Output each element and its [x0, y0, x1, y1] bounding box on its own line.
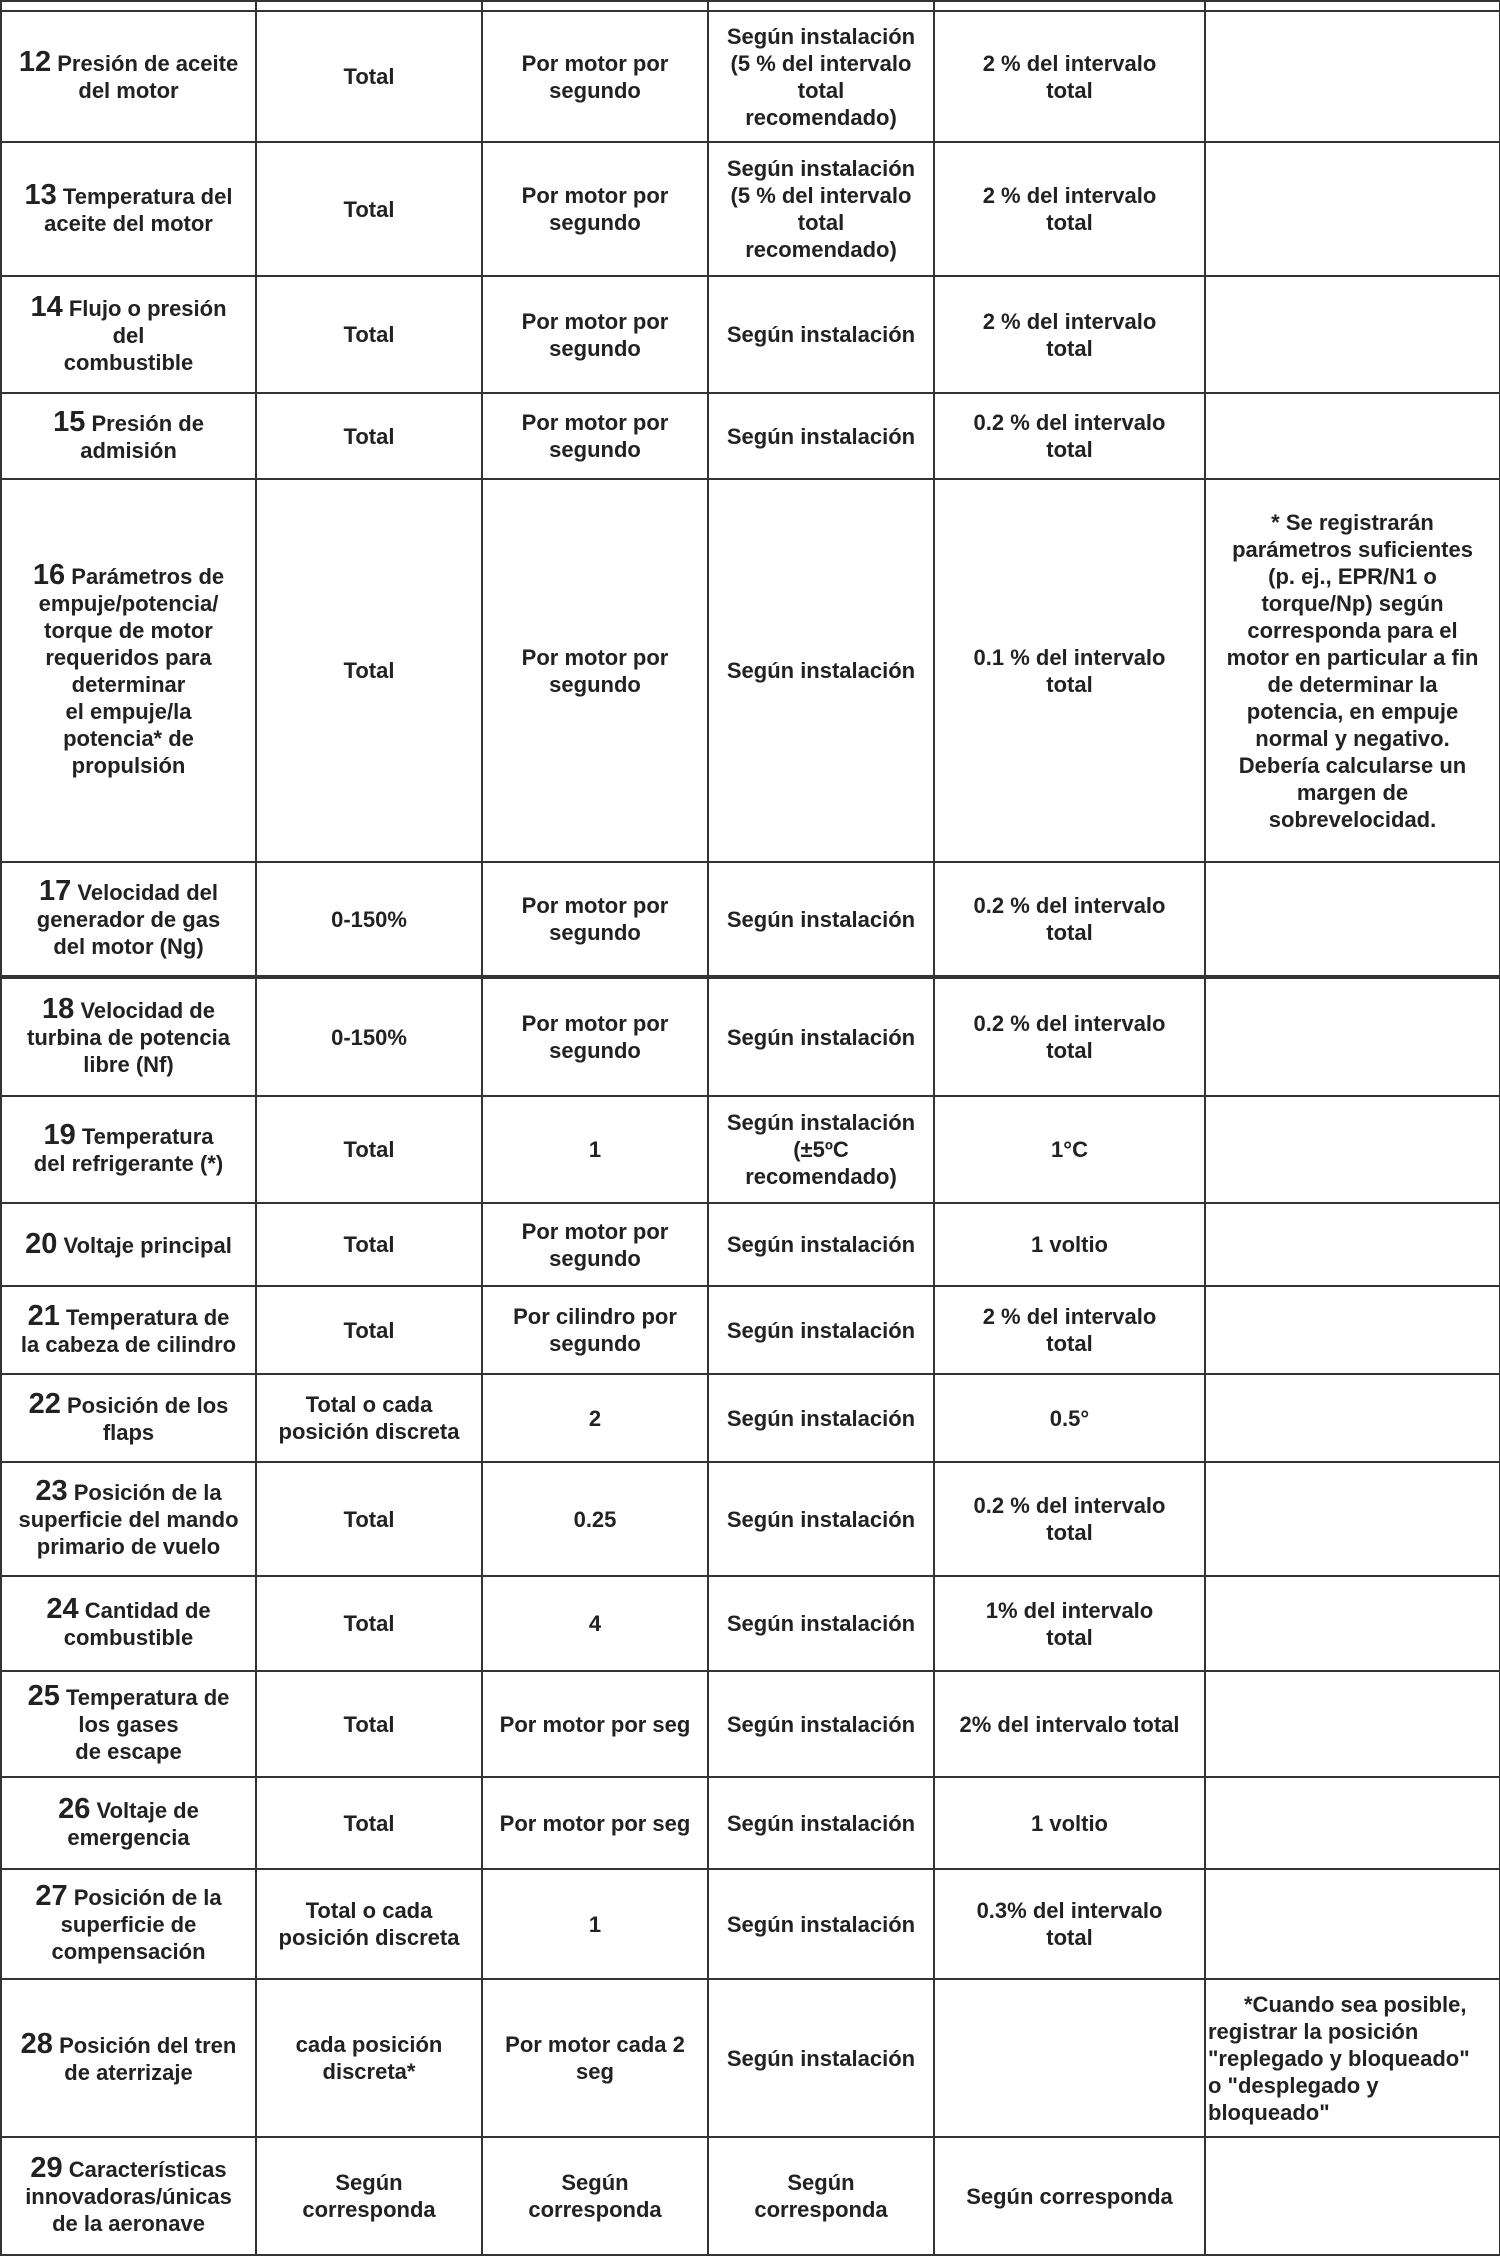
parameter-cell: [1, 2137, 256, 2255]
accuracy-cell: Según instalación: [708, 1203, 934, 1286]
table-row: [1, 1462, 1500, 1576]
table-row: [1, 977, 1500, 1096]
table-row: [1, 1777, 1500, 1869]
parameter-number: 19: [43, 1119, 76, 1151]
interval-cell: 0.25: [482, 1462, 708, 1576]
parameter-number: 26: [58, 1792, 91, 1825]
interval-cell: Según corresponda: [482, 2137, 708, 2255]
range-cell: Total: [256, 479, 482, 862]
accuracy-cell: Según instalación: [708, 1374, 934, 1462]
resolution-cell: 0.3% del intervalo total: [934, 1869, 1205, 1979]
notes-cell: [1205, 1, 1500, 11]
parameter-number: 28: [20, 2027, 53, 2060]
resolution-cell: 2 % del intervalo total: [934, 276, 1205, 393]
parameter-cell: [1, 479, 256, 862]
parameter-name: Características innovadoras/únicas de la aeronave: [25, 2157, 232, 2236]
accuracy-cell: Según instalación: [708, 479, 934, 862]
parameter-cell: [1, 1286, 256, 1374]
resolution-cell: 0.1 % del intervalo total: [934, 479, 1205, 862]
range-cell: Total: [256, 11, 482, 142]
interval-cell: Por motor por segundo: [482, 862, 708, 977]
notes-cell: [1205, 1096, 1500, 1203]
parameter-number: 25: [27, 1680, 60, 1712]
resolution-cell: 1°C: [934, 1096, 1205, 1203]
parameter-name: Posición de la superficie de compensación: [51, 1885, 222, 1964]
range-cell: Total: [256, 1286, 482, 1374]
parameter-number: 12: [18, 46, 52, 78]
table-row: [1, 1869, 1500, 1979]
parameter-cell: [1, 1979, 256, 2137]
interval-cell: Por motor por segundo: [482, 1203, 708, 1286]
parameter-name: Temperatura del refrigerante (*): [33, 1124, 224, 1176]
accuracy-cell: Según instalación: [708, 1671, 934, 1777]
resolution-cell: [934, 1979, 1205, 2137]
parameter-name: Flujo o presión del combustible: [63, 295, 227, 375]
notes-cell: [1205, 1203, 1500, 1286]
range-cell: Total: [256, 393, 482, 479]
parameter-number: 27: [35, 1880, 68, 1912]
parameter-cell: [1, 276, 256, 393]
accuracy-cell: Según instalación: [708, 276, 934, 393]
resolution-cell: [934, 1, 1205, 11]
table-row: [1, 393, 1500, 479]
resolution-cell: Según corresponda: [934, 2137, 1205, 2255]
parameter-name: Temperatura de la cabeza de cilindro: [20, 1304, 237, 1357]
range-cell: Total o cada posición discreta: [256, 1869, 482, 1979]
accuracy-cell: Según corresponda: [708, 2137, 934, 2255]
interval-cell: Por motor por segundo: [482, 977, 708, 1096]
range-cell: Total: [256, 1777, 482, 1869]
parameter-cell: [1, 1671, 256, 1777]
parameter-name: Temperatura del aceite del motor: [44, 183, 233, 236]
notes-cell: [1205, 1576, 1500, 1671]
interval-cell: Por motor por seg: [482, 1671, 708, 1777]
parameter-name: Posición de los flaps: [67, 1392, 229, 1445]
notes-cell: [1205, 1777, 1500, 1869]
interval-cell: Por motor por segundo: [482, 142, 708, 276]
accuracy-cell: Según instalación: [708, 1869, 934, 1979]
parameter-name: Cantidad de combustible: [63, 1598, 211, 1650]
parameter-name: Presión de admisión: [80, 410, 204, 463]
notes-cell: [1205, 1671, 1500, 1777]
parameter-cell: [1, 142, 256, 276]
table-row: [1, 1203, 1500, 1286]
table-row: [1, 1096, 1500, 1203]
parameter-name: Temperatura de los gases de escape: [65, 1685, 230, 1764]
table-row: [1, 1576, 1500, 1671]
parameter-number: 16: [32, 559, 66, 591]
notes-cell: [1205, 1286, 1500, 1374]
note-first-line: *Cuando sea posible,: [1244, 1991, 1467, 2017]
interval-cell: Por cilindro por segundo: [482, 1286, 708, 1374]
range-cell: Total: [256, 1671, 482, 1777]
parameter-number: 15: [53, 405, 86, 438]
range-cell: Total: [256, 142, 482, 276]
notes-cell: * Se registrarán parámetros suficientes (p. ej., EPR/N1 o torque/Np) según corresponda para el motor en particular a fin de determinar la potencia, en empuje normal y negativo. Debería calcularse un margen de sobrevelocidad.: [1205, 479, 1500, 862]
parameter-number: 23: [35, 1475, 68, 1507]
parameter-cell: [1, 1096, 256, 1203]
table-row: [1, 479, 1500, 862]
range-cell: 0-150%: [256, 977, 482, 1096]
notes-cell: [1205, 2137, 1500, 2255]
accuracy-cell: Según instalación (±5ºC recomendado): [708, 1096, 934, 1203]
parameter-number: 24: [46, 1593, 79, 1625]
resolution-cell: 2% del intervalo total: [934, 1671, 1205, 1777]
interval-cell: 1: [482, 1869, 708, 1979]
resolution-cell: 0.2 % del intervalo total: [934, 393, 1205, 479]
accuracy-cell: Según instalación: [708, 1462, 934, 1576]
parameter-number: 21: [27, 1299, 60, 1332]
table-row: [1, 1286, 1500, 1374]
interval-cell: Por motor por segundo: [482, 479, 708, 862]
range-cell: cada posición discreta*: [256, 1979, 482, 2137]
table-row: [1, 1374, 1500, 1462]
accuracy-cell: Según instalación: [708, 1286, 934, 1374]
notes-cell: [1205, 1374, 1500, 1462]
interval-cell: Por motor por segundo: [482, 11, 708, 142]
resolution-cell: 1 voltio: [934, 1777, 1205, 1869]
parameter-cell: [1, 1869, 256, 1979]
interval-cell: [482, 1, 708, 11]
accuracy-cell: [708, 1, 934, 11]
table-row: [1, 862, 1500, 977]
accuracy-cell: Según instalación: [708, 977, 934, 1096]
interval-cell: 2: [482, 1374, 708, 1462]
parameter-number: 20: [25, 1227, 58, 1260]
parameter-number: 14: [30, 290, 63, 323]
range-cell: Total: [256, 276, 482, 393]
notes-cell: [1205, 1869, 1500, 1979]
interval-cell: Por motor cada 2 seg: [482, 1979, 708, 2137]
range-cell: Total: [256, 1576, 482, 1671]
parameter-number: 22: [28, 1387, 61, 1420]
parameter-cell: [1, 393, 256, 479]
range-cell: Según corresponda: [256, 2137, 482, 2255]
interval-cell: Por motor por segundo: [482, 393, 708, 479]
parameter-name: Voltaje de emergencia: [67, 1797, 199, 1850]
interval-cell: 1: [482, 1096, 708, 1203]
notes-cell: [1205, 1462, 1500, 1576]
range-cell: Total: [256, 1096, 482, 1203]
range-cell: Total o cada posición discreta: [256, 1374, 482, 1462]
resolution-cell: 0.2 % del intervalo total: [934, 977, 1205, 1096]
parameter-cell: [1, 1462, 256, 1576]
parameter-name: Posición de la superficie del mando primario de vuelo: [18, 1480, 239, 1559]
parameter-name: Voltaje principal: [63, 1232, 232, 1258]
table-row: [1, 2137, 1500, 2255]
table-row: [1, 1979, 1500, 2137]
note-rest: registrar la posición "replegado y bloqueado" o "desplegado y bloqueado": [1208, 2018, 1470, 2125]
notes-cell: [1205, 11, 1500, 142]
range-cell: Total: [256, 1203, 482, 1286]
resolution-cell: 1% del intervalo total: [934, 1576, 1205, 1671]
accuracy-cell: Según instalación (5 % del intervalo total recomendado): [708, 142, 934, 276]
resolution-cell: 0.2 % del intervalo total: [934, 1462, 1205, 1576]
accuracy-cell: Según instalación: [708, 1979, 934, 2137]
range-cell: 0-150%: [256, 862, 482, 977]
table-row: [1, 276, 1500, 393]
table-row: [1, 142, 1500, 276]
parameter-number: 13: [24, 178, 57, 211]
accuracy-cell: Según instalación: [708, 862, 934, 977]
parameter-name: Presión de aceite del motor: [57, 51, 239, 103]
parameter-cell: [1, 1777, 256, 1869]
parameter-name: Posición del tren de aterrizaje: [59, 2032, 237, 2085]
resolution-cell: 2 % del intervalo total: [934, 142, 1205, 276]
notes-cell: [1205, 1979, 1500, 2137]
interval-cell: Por motor por seg: [482, 1777, 708, 1869]
table-row: [1, 1671, 1500, 1777]
notes-cell: [1205, 393, 1500, 479]
parameter-name: Velocidad del generador de gas del motor (Ng): [36, 880, 221, 959]
parameter-number: 17: [39, 875, 72, 907]
parameter-name: Velocidad de turbina de potencia libre (Nf): [27, 998, 230, 1077]
accuracy-cell: Según instalación: [708, 1576, 934, 1671]
parameter-number: 18: [42, 993, 75, 1025]
parameter-number: 29: [30, 2152, 63, 2184]
resolution-cell: 2 % del intervalo total: [934, 1286, 1205, 1374]
parameter-cell: [1, 1374, 256, 1462]
parameter-cell: [1, 977, 256, 1096]
resolution-cell: 2 % del intervalo total: [934, 11, 1205, 142]
table-row: [1, 11, 1500, 142]
accuracy-cell: Según instalación (5 % del intervalo total recomendado): [708, 11, 934, 142]
parameter-cell: [1, 1203, 256, 1286]
notes-cell: [1205, 862, 1500, 977]
parameter-name: Parámetros de empuje/potencia/ torque de motor requeridos para determinar el empuje/la potencia* de propulsión: [38, 564, 225, 778]
resolution-cell: 0.5°: [934, 1374, 1205, 1462]
range-cell: [256, 1, 482, 11]
parameter-cell: [1, 1576, 256, 1671]
interval-cell: 4: [482, 1576, 708, 1671]
table-row: [1, 1, 1500, 11]
interval-cell: Por motor por segundo: [482, 276, 708, 393]
parameter-cell: [1, 1, 256, 11]
parameter-cell: [1, 862, 256, 977]
notes-cell: [1205, 142, 1500, 276]
accuracy-cell: Según instalación: [708, 393, 934, 479]
notes-cell: [1205, 276, 1500, 393]
resolution-cell: 1 voltio: [934, 1203, 1205, 1286]
parameter-cell: [1, 11, 256, 142]
range-cell: Total: [256, 1462, 482, 1576]
accuracy-cell: Según instalación: [708, 1777, 934, 1869]
notes-cell: [1205, 977, 1500, 1096]
resolution-cell: 0.2 % del intervalo total: [934, 862, 1205, 977]
